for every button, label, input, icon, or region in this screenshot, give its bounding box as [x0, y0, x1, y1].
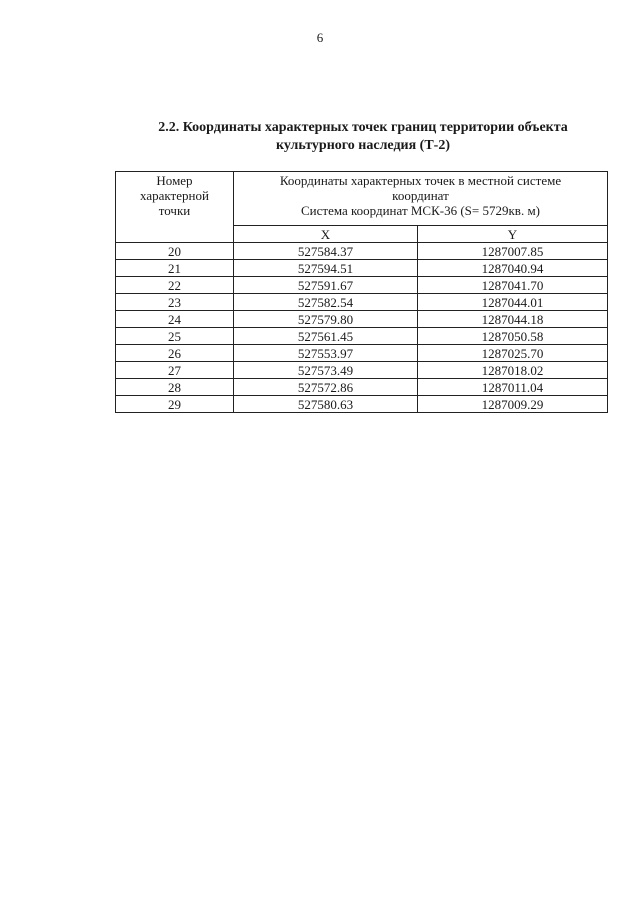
- point-number-cell: 24: [116, 311, 234, 328]
- point-number-cell: 29: [116, 396, 234, 413]
- point-number-cell: 20: [116, 243, 234, 260]
- heading-line-2: культурного наследия (Т-2): [275, 138, 450, 153]
- point-number-cell: 28: [116, 379, 234, 396]
- x-coordinate-cell: 527572.86: [234, 379, 418, 396]
- y-coordinate-cell: 1287041.70: [418, 277, 608, 294]
- y-coordinate-cell: 1287007.85: [418, 243, 608, 260]
- heading-line-1: [118, 119, 608, 137]
- table-row: [116, 311, 608, 328]
- point-number-cell: 26: [116, 345, 234, 362]
- table-row: [116, 277, 608, 294]
- y-coordinate-cell: 1287009.29: [418, 396, 608, 413]
- table-row: [116, 260, 608, 277]
- y-coordinate-cell: 1287040.94: [418, 260, 608, 277]
- y-coordinate-cell: 1287044.18: [418, 311, 608, 328]
- y-coordinate-cell: 1287018.02: [418, 362, 608, 379]
- x-coordinate-cell: 527579.80: [234, 311, 418, 328]
- section-heading: [118, 119, 608, 155]
- page-number: 6: [316, 30, 324, 45]
- x-coordinate-cell: 527584.37: [234, 243, 418, 260]
- table-row: [116, 294, 608, 311]
- x-coordinate-cell: 527594.51: [234, 260, 418, 277]
- point-number-cell: 21: [116, 260, 234, 277]
- x-coordinate-cell: 527561.45: [234, 328, 418, 345]
- y-coordinate-cell: 1287025.70: [418, 345, 608, 362]
- coordinate-system-header-line-3: Система координат МСК-36 (S= 5729кв. м): [300, 203, 540, 218]
- point-number-header-line-3: точки: [158, 203, 191, 218]
- table-row: [116, 328, 608, 345]
- table-row: [116, 345, 608, 362]
- point-number-cell: 25: [116, 328, 234, 345]
- y-header: Y: [418, 226, 608, 243]
- table-row: [116, 362, 608, 379]
- table-row: [116, 396, 608, 413]
- coordinate-system-header-line-1: Координаты характерных точек в местной системе: [279, 173, 562, 188]
- x-coordinate-cell: 527573.49: [234, 362, 418, 379]
- coordinate-system-header: [234, 172, 608, 226]
- heading-prefix: 2.2. Координаты: [158, 120, 265, 135]
- x-header: X: [234, 226, 418, 243]
- y-coordinate-cell: 1287050.58: [418, 328, 608, 345]
- heading-emphasis: характерных точек: [264, 120, 388, 135]
- coordinates-table: [115, 171, 608, 413]
- table-row: [116, 243, 608, 260]
- x-coordinate-cell: 527591.67: [234, 277, 418, 294]
- x-coordinate-cell: 527582.54: [234, 294, 418, 311]
- point-number-header: [116, 172, 234, 243]
- table-row: [116, 379, 608, 396]
- point-number-header-line-1: Номер: [156, 173, 193, 188]
- x-coordinate-cell: 527553.97: [234, 345, 418, 362]
- point-number-cell: 22: [116, 277, 234, 294]
- x-coordinate-cell: 527580.63: [234, 396, 418, 413]
- y-coordinate-cell: 1287011.04: [418, 379, 608, 396]
- heading-suffix: границ территории объекта: [387, 120, 568, 135]
- coordinate-system-header-line-2: координат: [392, 188, 449, 203]
- y-coordinate-cell: 1287044.01: [418, 294, 608, 311]
- coordinates-table-body: [116, 243, 608, 413]
- point-number-cell: 23: [116, 294, 234, 311]
- point-number-cell: 27: [116, 362, 234, 379]
- point-number-header-line-2: характерной: [140, 188, 209, 203]
